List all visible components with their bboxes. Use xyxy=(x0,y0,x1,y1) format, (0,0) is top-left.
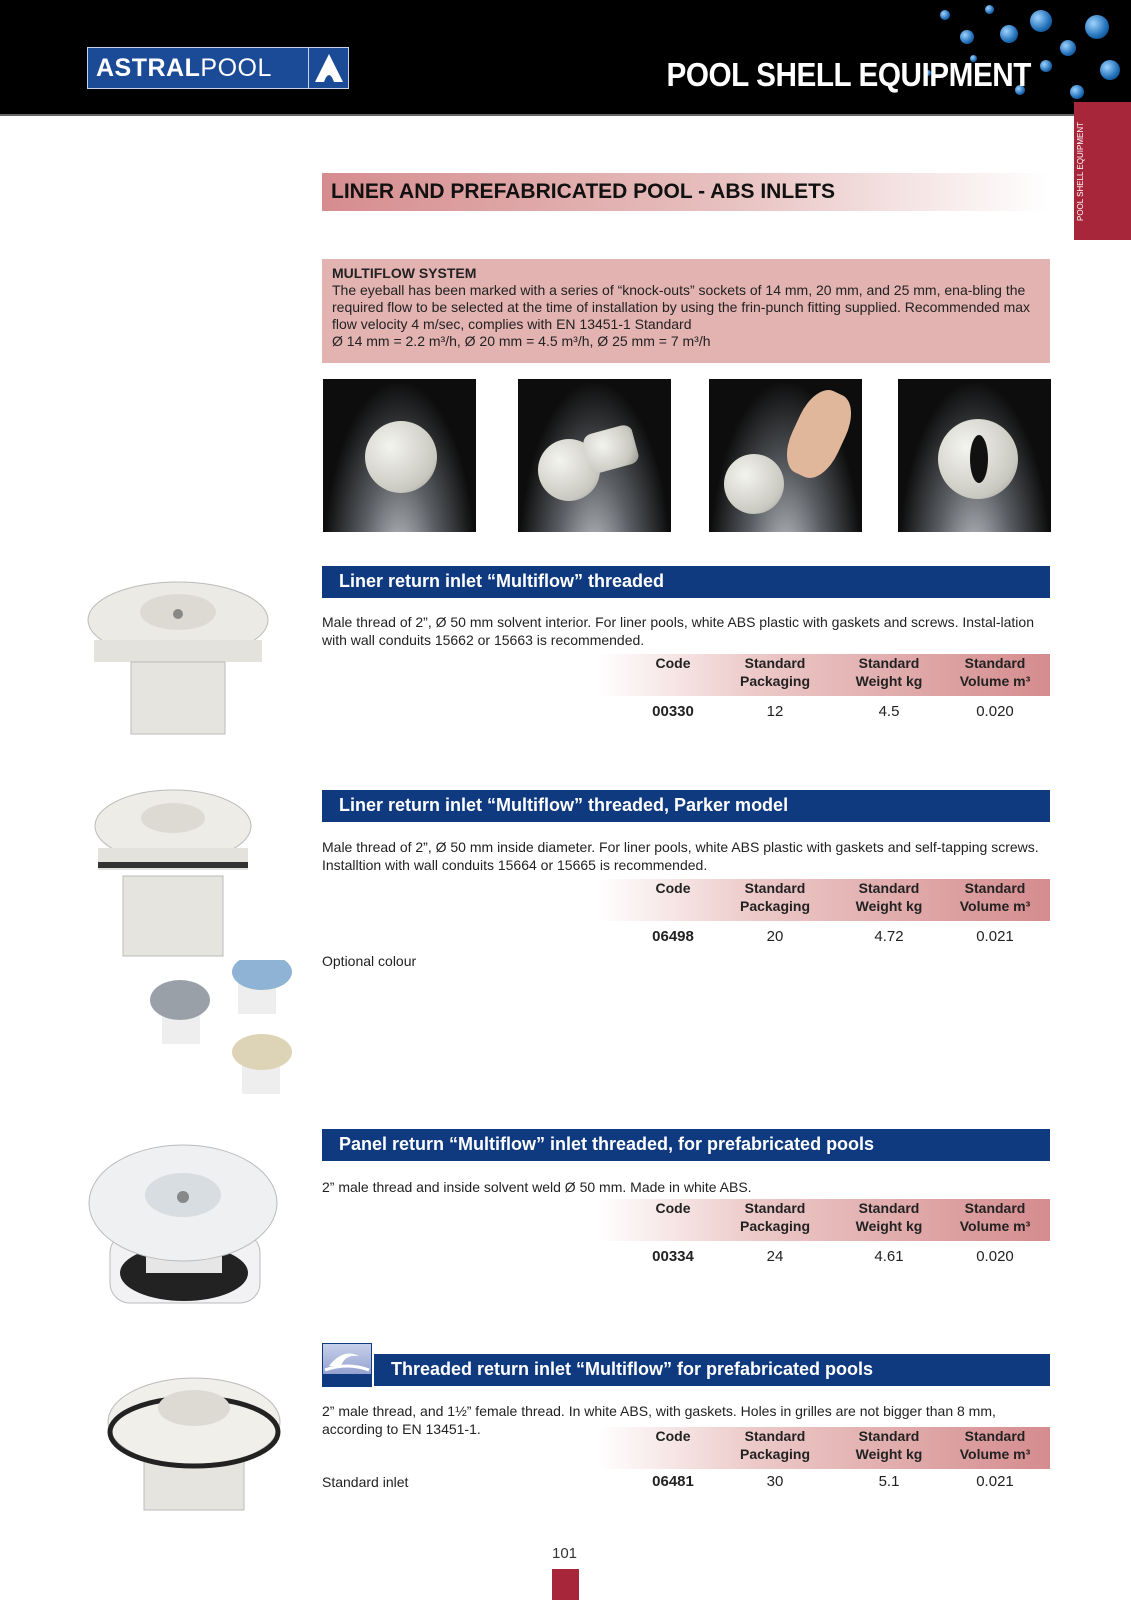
table-row xyxy=(598,1473,1050,1493)
code-cell: 06481 xyxy=(652,1473,694,1490)
col-volume: Standard Volume m³ xyxy=(959,655,1031,689)
product-description: Male thread of 2”, Ø 50 mm solvent interior. For liner pools, white ABS plastic with gaskets and screws. Instal-lation with wall conduits 15662 or 15663 is recommended. xyxy=(322,614,1034,648)
product-table-header xyxy=(598,879,1050,921)
col-volume: Standard Volume m³ xyxy=(959,880,1031,914)
product-image-00330 xyxy=(86,580,270,738)
col-packaging: Standard Packaging xyxy=(739,1428,811,1462)
col-code: Code xyxy=(655,1200,691,1216)
col-weight: Standard Weight kg xyxy=(855,880,923,914)
product-title-bar: Liner return inlet “Multiflow” threaded, Parker model xyxy=(322,790,1050,822)
col-code: Code xyxy=(655,880,691,896)
eyeball-photo-4 xyxy=(898,379,1051,532)
multiflow-info-box xyxy=(322,259,1050,363)
col-weight: Standard Weight kg xyxy=(855,1200,923,1234)
col-code: Code xyxy=(655,1428,691,1444)
col-code: Code xyxy=(655,655,691,671)
volume-cell: 0.020 xyxy=(976,1248,1014,1265)
page-number-tab xyxy=(552,1569,579,1600)
side-section-tab xyxy=(1074,102,1131,240)
packaging-cell: 20 xyxy=(766,928,784,945)
code-cell: 00334 xyxy=(652,1248,694,1265)
volume-cell: 0.021 xyxy=(976,1473,1014,1490)
prefabricated-pool-icon xyxy=(322,1343,372,1387)
section-title: LINER AND PREFABRICATED POOL - ABS INLETS xyxy=(322,173,1050,211)
table-row xyxy=(598,928,1050,948)
info-text: The eyeball has been marked with a series of “knock-outs” sockets of 14 mm, 20 mm, and 25 mm, ena-bling the required flow to be selected at the time of installation by using the frin-punch fitting supplied. Recommended max flow velocity 4 m/sec, complies with EN 13451-1 Standard xyxy=(332,282,1031,332)
optional-colour-note: Optional colour xyxy=(322,953,417,969)
weight-cell: 4.5 xyxy=(878,703,900,720)
col-volume: Standard Volume m³ xyxy=(959,1200,1031,1234)
weight-cell: 4.61 xyxy=(874,1248,904,1265)
logo-mark-icon xyxy=(308,48,348,88)
info-heading: MULTIFLOW SYSTEM xyxy=(332,265,477,281)
product-description: 2” male thread, and 1½” female thread. In white ABS, with gaskets. Holes in grilles are not bigger than 8 mm, according to EN 13451-1. xyxy=(322,1403,996,1437)
code-cell: 00330 xyxy=(652,703,694,720)
eyeball-photo-1 xyxy=(323,379,476,532)
page-number: 101 xyxy=(552,1545,578,1562)
info-flows: Ø 14 mm = 2.2 m³/h, Ø 20 mm = 4.5 m³/h, Ø 25 mm = 7 m³/h xyxy=(332,333,711,349)
product-image-06498 xyxy=(88,788,258,966)
col-packaging: Standard Packaging xyxy=(739,1200,811,1234)
code-cell: 06498 xyxy=(652,928,694,945)
volume-cell: 0.021 xyxy=(976,928,1014,945)
product-table-header xyxy=(598,1427,1050,1469)
product-table-header xyxy=(598,1199,1050,1241)
table-row xyxy=(598,1248,1050,1268)
packaging-cell: 24 xyxy=(766,1248,784,1265)
col-packaging: Standard Packaging xyxy=(739,880,811,914)
col-weight: Standard Weight kg xyxy=(855,655,923,689)
astralpool-logo xyxy=(87,47,349,89)
product-description: Male thread of 2”, Ø 50 mm inside diameter. For liner pools, white ABS plastic with gaskets and self-tapping screws. Installtion with wall conduits 15664 or 15665 is recommended. xyxy=(322,839,1039,873)
weight-cell: 5.1 xyxy=(878,1473,900,1490)
product-title-bar: Panel return “Multiflow” inlet threaded, for prefabricated pools xyxy=(322,1129,1050,1161)
col-weight: Standard Weight kg xyxy=(855,1428,923,1462)
eyeball-photo-2 xyxy=(518,379,671,532)
standard-inlet-note: Standard inlet xyxy=(322,1474,409,1490)
weight-cell: 4.72 xyxy=(874,928,904,945)
eyeball-photo-3 xyxy=(709,379,862,532)
logo-text: ASTRAL xyxy=(96,53,201,82)
product-title-bar: Liner return inlet “Multiflow” threaded xyxy=(322,566,1050,598)
product-description: 2” male thread and inside solvent weld Ø 50 mm. Made in white ABS. xyxy=(322,1179,752,1195)
page-title: POOL SHELL EQUIPMENT xyxy=(666,56,1031,93)
col-volume: Standard Volume m³ xyxy=(959,1428,1031,1462)
col-packaging: Standard Packaging xyxy=(739,655,811,689)
product-image-06481 xyxy=(104,1374,284,1514)
optional-colour-images xyxy=(150,960,306,1110)
packaging-cell: 30 xyxy=(766,1473,784,1490)
product-table-header xyxy=(598,654,1050,696)
table-row xyxy=(598,703,1050,723)
product-image-00334 xyxy=(86,1143,280,1319)
volume-cell: 0.020 xyxy=(976,703,1014,720)
logo-text-light: POOL xyxy=(200,53,272,82)
product-title-bar: Threaded return inlet “Multiflow” for prefabricated pools xyxy=(374,1354,1050,1386)
packaging-cell: 12 xyxy=(766,703,784,720)
side-tab-label: POOL SHELL EQUIPMENT xyxy=(1076,122,1085,222)
